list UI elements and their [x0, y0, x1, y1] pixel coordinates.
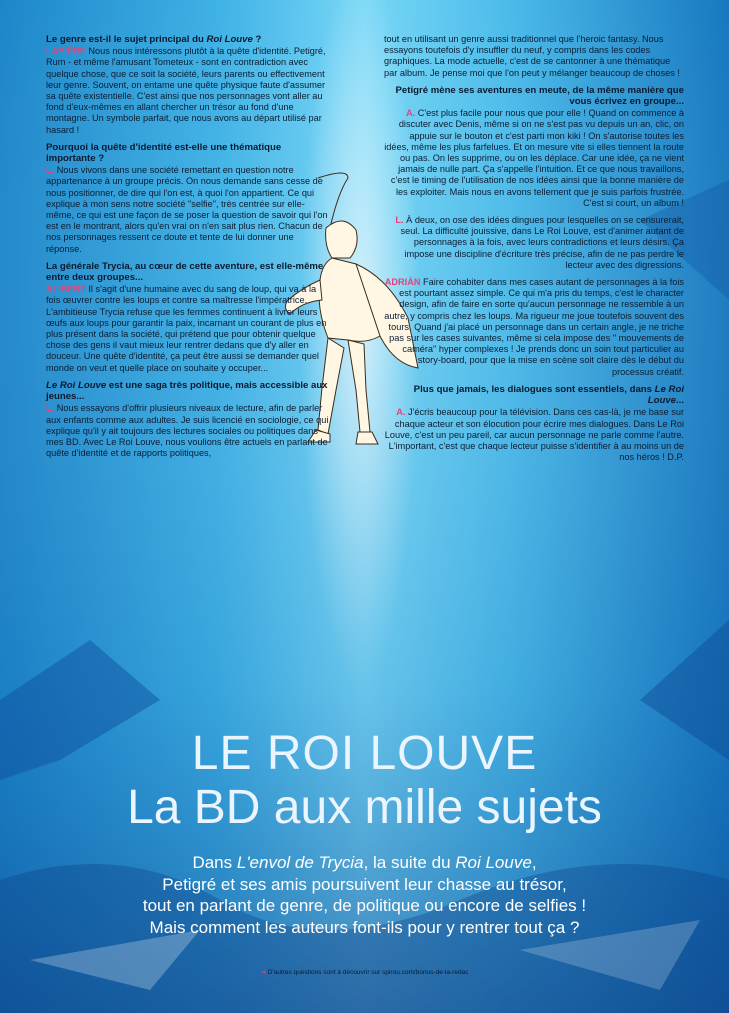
intro-part: Dans — [192, 853, 237, 872]
intro-italic-title: L'envol de Trycia — [236, 853, 364, 872]
answer-text: Faire cohabiter dans mes cases autant de personnages à la fois est pourtant assez simple. Ce qui m'a pris du temps, c'est le character design, afin de faire en sorte qu'aucun personnage ne ressemble à un autre, y compris chez les loups. Ma rigueur me joue toutefois souvent des tours. Quand j'ai placé un personnage dans un certain angle, je ne triche pas sur les cases suivantes, même si cela impose des " mouvements de caméra" hyper complexes ! Je prends donc un soin tout particulier au story-board, pour que la mise en scène soit claire dès le début du processus créatif. — [384, 277, 684, 377]
intro-line: Mais comment les auteurs font-ils pour y rentrer tout ça ? — [149, 917, 580, 937]
question-text: ... — [676, 395, 684, 407]
answer-text: Il s'agit d'une humaine avec du sang de loup, qui va à la fois œuvrer contre les loups et contre sa maîtresse l'impératrice. L'ambitieuse Trycia refuse que les femmes continuent à livrer leurs œufs aux loups pour garantir la paix, incarnant un courant de plus en plus présent dans la société, qui prétend que pour obtenir quelque chose des gens il vaut mieux leur rentrer dedans que d'y aller en douceur. Une quête d'identité, ça peut être aussi se demander quel monde on veut et quelle place on souhaite y occuper... — [46, 284, 327, 373]
title-line-2: La BD aux mille sujets — [127, 781, 602, 834]
question-heading — [46, 34, 330, 45]
question-text: Plus que jamais, les dialogues sont essentiels, dans — [413, 383, 655, 395]
speaker-name: A. — [396, 407, 409, 418]
question-heading — [46, 380, 330, 402]
speaker-name: ADRIÀN — [384, 277, 424, 288]
title-line-1: LE ROI LOUVE — [191, 727, 538, 780]
speaker-name: A. — [405, 108, 418, 119]
question-heading — [46, 261, 330, 283]
answer-text: tout en utilisant un genre aussi traditionnel que l'heroic fantasy. Nous essayons toutefois d'y insuffler du neuf, y compris dans les codes graphiques. La mode actuelle, c'est de se cantonner à une thématique par album. Je pense moi que l'on peut y mélanger beaucoup de choses ! — [384, 34, 680, 78]
speaker-name: ALIBERT — [46, 284, 89, 295]
answer-text: C'est plus facile pour nous que pour elle ! Quand on commence à discuter avec Denis, même si on ne s'est pas vu depuis un an, clic, on appuie sur le bouton et c'est parti mon kiki ! On s'autorise toutes les idées, même les plus farfelues. Et on mesure vite si elles tiennent la route ou pas. On les supprime, ou on les déplace. Car une idée, ça ne vient jamais de nulle part. Ça s'appelle l'intuition. Et ce que nous travaillons, c'est le timing de l'utilisation de nos idées ainsi que la bonne manière de les exploiter. Mais nous en avons tellement que je suis parfois frustrée. C'est si court, un album ! — [384, 108, 684, 208]
question-heading — [384, 384, 684, 406]
intro-part: , la suite du — [363, 853, 456, 872]
question-text: Pourquoi la quête d'identité est-elle une thématique importante ? — [46, 141, 282, 165]
author-signature: D.P. — [664, 452, 684, 463]
answer-paragraph — [384, 34, 684, 79]
answer-paragraph — [46, 165, 330, 255]
answer-text: Nous vivons dans une société remettant en question notre appartenance à un groupe précis. On nous demande sans cesse de nous positionner, de dire qui l'on est, à quoi l'on appartient. Ce qui explique à mon sens notre société "selfie", très centrée sur elle-même, ce qui est une façon de se poser la question de savoir qui l'on est en le montrant, alors qu'en vrai on n'en sait plus rien. Chacun de nos personnages ressent ce doute et tente de lui donner une réponse. — [46, 165, 328, 254]
speaker-name: L. — [395, 215, 407, 226]
footer-note — [0, 968, 729, 976]
answer-paragraph — [384, 277, 684, 378]
intro-line: Petigré et ses amis poursuivent leur chasse au trésor, — [162, 874, 567, 894]
speaker-name: LAPIÈRE — [46, 46, 89, 57]
question-heading — [46, 142, 330, 164]
answer-text: Nous essayons d'offrir plusieurs niveaux de lecture, afin de parler aux enfants comme aux adultes. Je suis licencié en sociologie, ce qui explique qu'il y ait toujours des lectures sociales ou politiques dans mes BD. Avec Le Roi Louve, nous voulions être actuels en parlant de quête d'identité et de rapports politiques, — [46, 403, 329, 459]
question-text: Roi Louve — [206, 34, 253, 45]
speaker-name: L. — [46, 165, 57, 176]
question-text: ? — [252, 34, 262, 45]
intro-line: tout en parlant de genre, de politique ou encore de selfies ! — [142, 896, 587, 915]
speaker-name: L. — [46, 403, 57, 414]
question-text: La générale Trycia, au cœur de cette aventure, est elle-même entre deux groupes... — [46, 260, 324, 284]
question-text: Le Roi Louve — [46, 379, 107, 391]
article-left-column — [46, 34, 330, 465]
answer-paragraph — [384, 215, 684, 271]
intro-italic-title: Roi Louve — [455, 853, 532, 872]
article-right-column — [384, 34, 684, 469]
question-heading — [384, 85, 684, 107]
answer-paragraph — [384, 108, 684, 209]
answer-paragraph — [46, 46, 330, 136]
answer-text: À deux, on ose des idées dingues pour lesquelles on se censurerait, seul. La difficulté jouissive, dans Le Roi Louve, est d'animer autant de personnages à la fois, avec leurs contradictions et leurs désirs. Ça impose une discipline d'écriture très précise, afin de ne pas perdre le lecteur avec des digressions. — [400, 215, 684, 270]
footer-link-text[interactable]: D'autres questions sont à découvrir sur spirou.com/bonus-de-la-redac — [267, 969, 469, 976]
answer-text: J'écris beaucoup pour la télévision. Dans ces cas-là, je me base sur chaque acteur et son élocution pour écrire mes dialogues. Dans Le Roi Louve, c'est un peu pareil, car aucun personnage ne parle comme l'autre. L'important, c'est que chaque lecteur puisse s'identifier à au moins un de nos héros ! — [384, 407, 684, 463]
answer-paragraph — [46, 403, 330, 459]
answer-paragraph — [384, 407, 684, 463]
intro-part: , — [531, 853, 537, 872]
question-text: Petigré mène ses aventures en meute, de la même manière que vous écrivez en groupe... — [395, 84, 684, 108]
arrow-right-icon: ➜ — [260, 969, 266, 976]
answer-paragraph — [46, 284, 330, 374]
question-text: est une saga très politique, mais accessible aux jeunes... — [46, 379, 328, 403]
question-text: Le Roi Louve — [647, 383, 684, 407]
answer-text: Nous nous intéressons plutôt à la quête d'identité. Petigré, Rum - et même l'amusant Tometeux - sont en contradiction avec quelque chose, que ce soit la société, leurs parents ou effectivement leur genre. Souvent, on entame une quête physique faute d'assumer sa quête existentielle. C'est ainsi que nos personnages vont aller au fond d'eux-mêmes en allant chercher un trésor au fond d'une montagne. Un symbole parfait, que nous avons au départ utilisé par hasard ! — [46, 46, 326, 135]
question-text: Le genre est-il le sujet principal du — [46, 34, 207, 45]
intro-text — [60, 852, 669, 938]
